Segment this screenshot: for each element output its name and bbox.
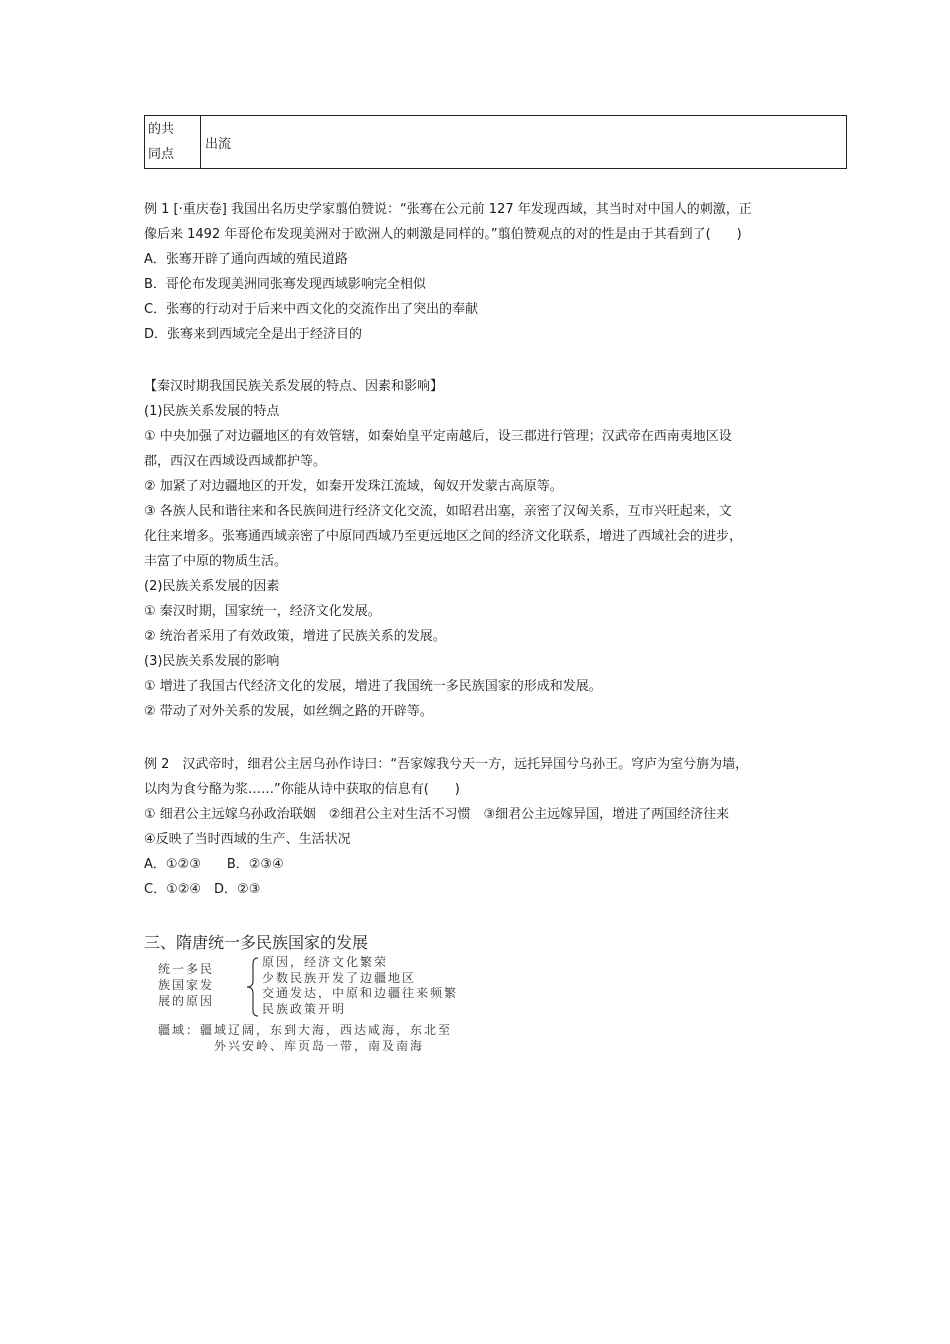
text-line: 郡，西汉在西域设西域都护等。 bbox=[144, 454, 327, 469]
territory-line: 疆域：疆域辽阔，东到大海，西达咸海，东北至 bbox=[158, 1023, 453, 1037]
text-line: 丰富了中原的物质生活。 bbox=[144, 554, 288, 569]
text-line: ② 带动了对外关系的发展，如丝绸之路的开辟等。 bbox=[144, 704, 433, 719]
subheading: (1)民族关系发展的特点 bbox=[144, 404, 280, 419]
subheading: (3)民族关系发展的影响 bbox=[144, 654, 280, 669]
example1-line: 像后来 1492 年哥伦布发现美洲对于欧洲人的刺激是同样的。”翦伯赞观点的对的性是由于其看到了( ) bbox=[144, 227, 742, 242]
example2-line: 以肉为食兮酪为浆……”你能从诗中获取的信息有( ) bbox=[144, 782, 460, 797]
diagram-left-line: 统一多民 bbox=[158, 962, 215, 976]
example1-option-d: D．张骞来到西域完全是出于经济目的 bbox=[144, 327, 363, 342]
diagram-left-line: 展的原因 bbox=[158, 994, 215, 1008]
table-label-cell bbox=[145, 116, 201, 168]
development-reasons-diagram bbox=[158, 955, 558, 1053]
subheading: (2)民族关系发展的因素 bbox=[144, 579, 280, 594]
example1-option-b: B．哥伦布发现美洲同张骞发现西域影响完全相似 bbox=[144, 277, 426, 292]
text-line: ② 加紧了对边疆地区的开发，如秦开发珠江流域，匈奴开发蒙古高原等。 bbox=[144, 479, 563, 494]
table-label-line2: 同点 bbox=[148, 147, 175, 162]
diagram-left-line: 族国家发 bbox=[158, 978, 215, 992]
text-line: ① 增进了我国古代经济文化的发展，增进了我国统一多民族国家的形成和发展。 bbox=[144, 679, 602, 694]
text-line: ② 统治者采用了有效政策，增进了民族关系的发展。 bbox=[144, 629, 446, 644]
example1-option-a: A．张骞开辟了通向西域的殖民道路 bbox=[144, 252, 348, 267]
brace-icon bbox=[246, 957, 260, 1017]
text-line: 化往来增多。张骞通西域亲密了中原同西域乃至更远地区之间的经济文化联系，增进了西域社会的进步， bbox=[144, 529, 743, 544]
example1-option-c: C．张骞的行动对于后来中西文化的交流作出了突出的奉献 bbox=[144, 302, 479, 317]
diagram-reasons-list bbox=[262, 955, 458, 1017]
text-line: ① 秦汉时期，国家统一，经济文化发展。 bbox=[144, 604, 381, 619]
diagram-reason-item: 交通发达，中原和边疆往来频繁 bbox=[262, 986, 459, 1000]
example-1 bbox=[144, 197, 824, 347]
example2-line: ① 细君公主远嫁乌孙政治联姻 ②细君公主对生活不习惯 ③细君公主远嫁异国，增进了两国经济往来 bbox=[144, 807, 730, 822]
example-2 bbox=[144, 752, 824, 902]
example2-line: 例 2 汉武帝时，细君公主居乌孙作诗曰：“吾家嫁我兮天一方，远托异国兮乌孙王。穹庐为室兮旃为墙， bbox=[144, 757, 749, 772]
table-value-cell: 出流 bbox=[205, 136, 232, 152]
text-line: ① 中央加强了对边疆地区的有效管辖，如秦始皇平定南越后，设三郡进行管理；汉武帝在西南夷地区设 bbox=[144, 429, 732, 444]
example2-line: ④反映了当时西域的生产、生活状况 bbox=[144, 832, 351, 847]
diagram-territory bbox=[158, 1022, 452, 1054]
table-label-line1: 的共 bbox=[148, 122, 175, 137]
section-heading: 【秦汉时期我国民族关系发展的特点、因素和影响】 bbox=[144, 379, 444, 394]
qin-han-section bbox=[144, 374, 824, 724]
territory-line: 外兴安岭、库页岛一带，南及南海 bbox=[214, 1039, 425, 1053]
example2-options-row: C．①②④ D．②③ bbox=[144, 882, 261, 897]
diagram-reason-item: 少数民族开发了边疆地区 bbox=[262, 970, 417, 985]
diagram-reason-item: 原因，经济文化繁荣 bbox=[262, 955, 389, 969]
diagram-reason-item: 民族政策开明 bbox=[262, 1001, 347, 1016]
example2-options-row: A．①②③ B．②③④ bbox=[144, 857, 284, 872]
comparison-table-row bbox=[144, 115, 847, 169]
section-3-title: 三、隋唐统一多民族国家的发展 bbox=[144, 933, 369, 952]
text-line: ③ 各族人民和谐往来和各民族间进行经济文化交流，如昭君出塞，亲密了汉匈关系，互市兴旺起来，文 bbox=[144, 504, 732, 519]
diagram-left-label bbox=[158, 961, 214, 1009]
example1-line: 例 1 [·重庆卷] 我国出名历史学家翦伯赞说：“张骞在公元前 127 年发现西域，其当时对中国人的刺激，正 bbox=[144, 202, 752, 217]
